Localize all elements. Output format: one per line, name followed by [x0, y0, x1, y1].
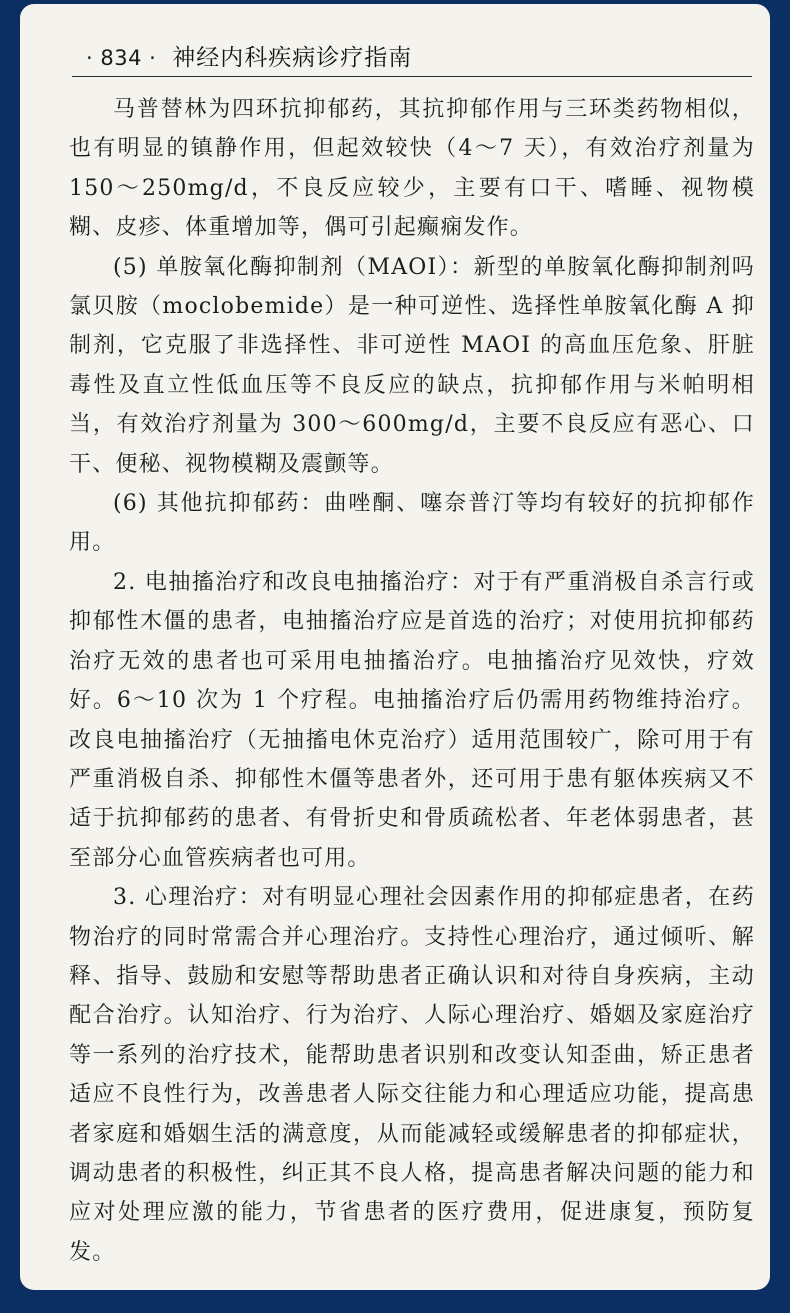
paragraph-other-antidepressants: (6) 其他抗抑郁药：曲唑酮、噻奈普汀等均有较好的抗抑郁作用。: [69, 491, 755, 556]
book-title: 神经内科疾病诊疗指南: [172, 45, 413, 71]
paragraph-ect: 2. 电抽搐治疗和改良电抽搐治疗：对于有严重消极自杀言行或抑郁性木僵的患者，电抽搐治疗应是首选的治疗；对使用抗抑郁药治疗无效的患者也可采用电抽搐治疗。电抽搐治疗见效快，疗效好。6～10 次为 1 个疗程。电抽搐治疗后仍需用药物维持治疗。改良电抽搐治疗（无抽搐电休克治疗）适用范围较广，除可用于有严重消极自杀、抑郁性木僵等患者外，还可用于患有躯体疾病又不适于抗抑郁药的患者、有骨折史和骨质疏松者、年老体弱患者，甚至部分心血管疾病者也可用。: [69, 569, 755, 871]
body-text: [69, 90, 755, 1272]
header-rule: [72, 76, 752, 77]
book-page: [20, 4, 770, 1290]
paragraph-maprotiline: 马普替林为四环抗抑郁药，其抗抑郁作用与三环类药物相似，也有明显的镇静作用，但起效较快（4～7 天），有效治疗剂量为 150～250mg/d，不良反应较少，主要有口干、嗜睡、视物模糊、皮疹、体重增加等，偶可引起癫痫发作。: [69, 97, 755, 241]
paragraph-maoi: (5) 单胺氧化酶抑制剂（MAOI）：新型的单胺氧化酶抑制剂吗氯贝胺（moclobemide）是一种可逆性、选择性单胺氧化酶 A 抑制剂，它克服了非选择性、非可逆性 MAOI 的高血压危象、肝脏毒性及直立性低血压等不良反应的缺点，抗抑郁作用与米帕明相当，有效治疗剂量为 300～600mg/d，主要不良反应有恶心、口干、便秘、视物模糊及震颤等。: [69, 254, 755, 477]
page-number: · 834 ·: [86, 46, 157, 70]
paragraph-psychotherapy: 3. 心理治疗：对有明显心理社会因素作用的抑郁症患者，在药物治疗的同时常需合并心理治疗。支持性心理治疗，通过倾听、解释、指导、鼓励和安慰等帮助患者正确认识和对待自身疾病，主动配合治疗。认知治疗、行为治疗、人际心理治疗、婚姻及家庭治疗等一系列的治疗技术，能帮助患者识别和改变认知歪曲，矫正患者适应不良性行为，改善患者人际交往能力和心理适应功能，提高患者家庭和婚姻生活的满意度，从而能减轻或缓解患者的抑郁症状，调动患者的积极性，纠正其不良人格，提高患者解决问题的能力和应对处理应激的能力，节省患者的医疗费用，促进康复，预防复发。: [69, 885, 755, 1265]
page-header: [72, 40, 752, 76]
